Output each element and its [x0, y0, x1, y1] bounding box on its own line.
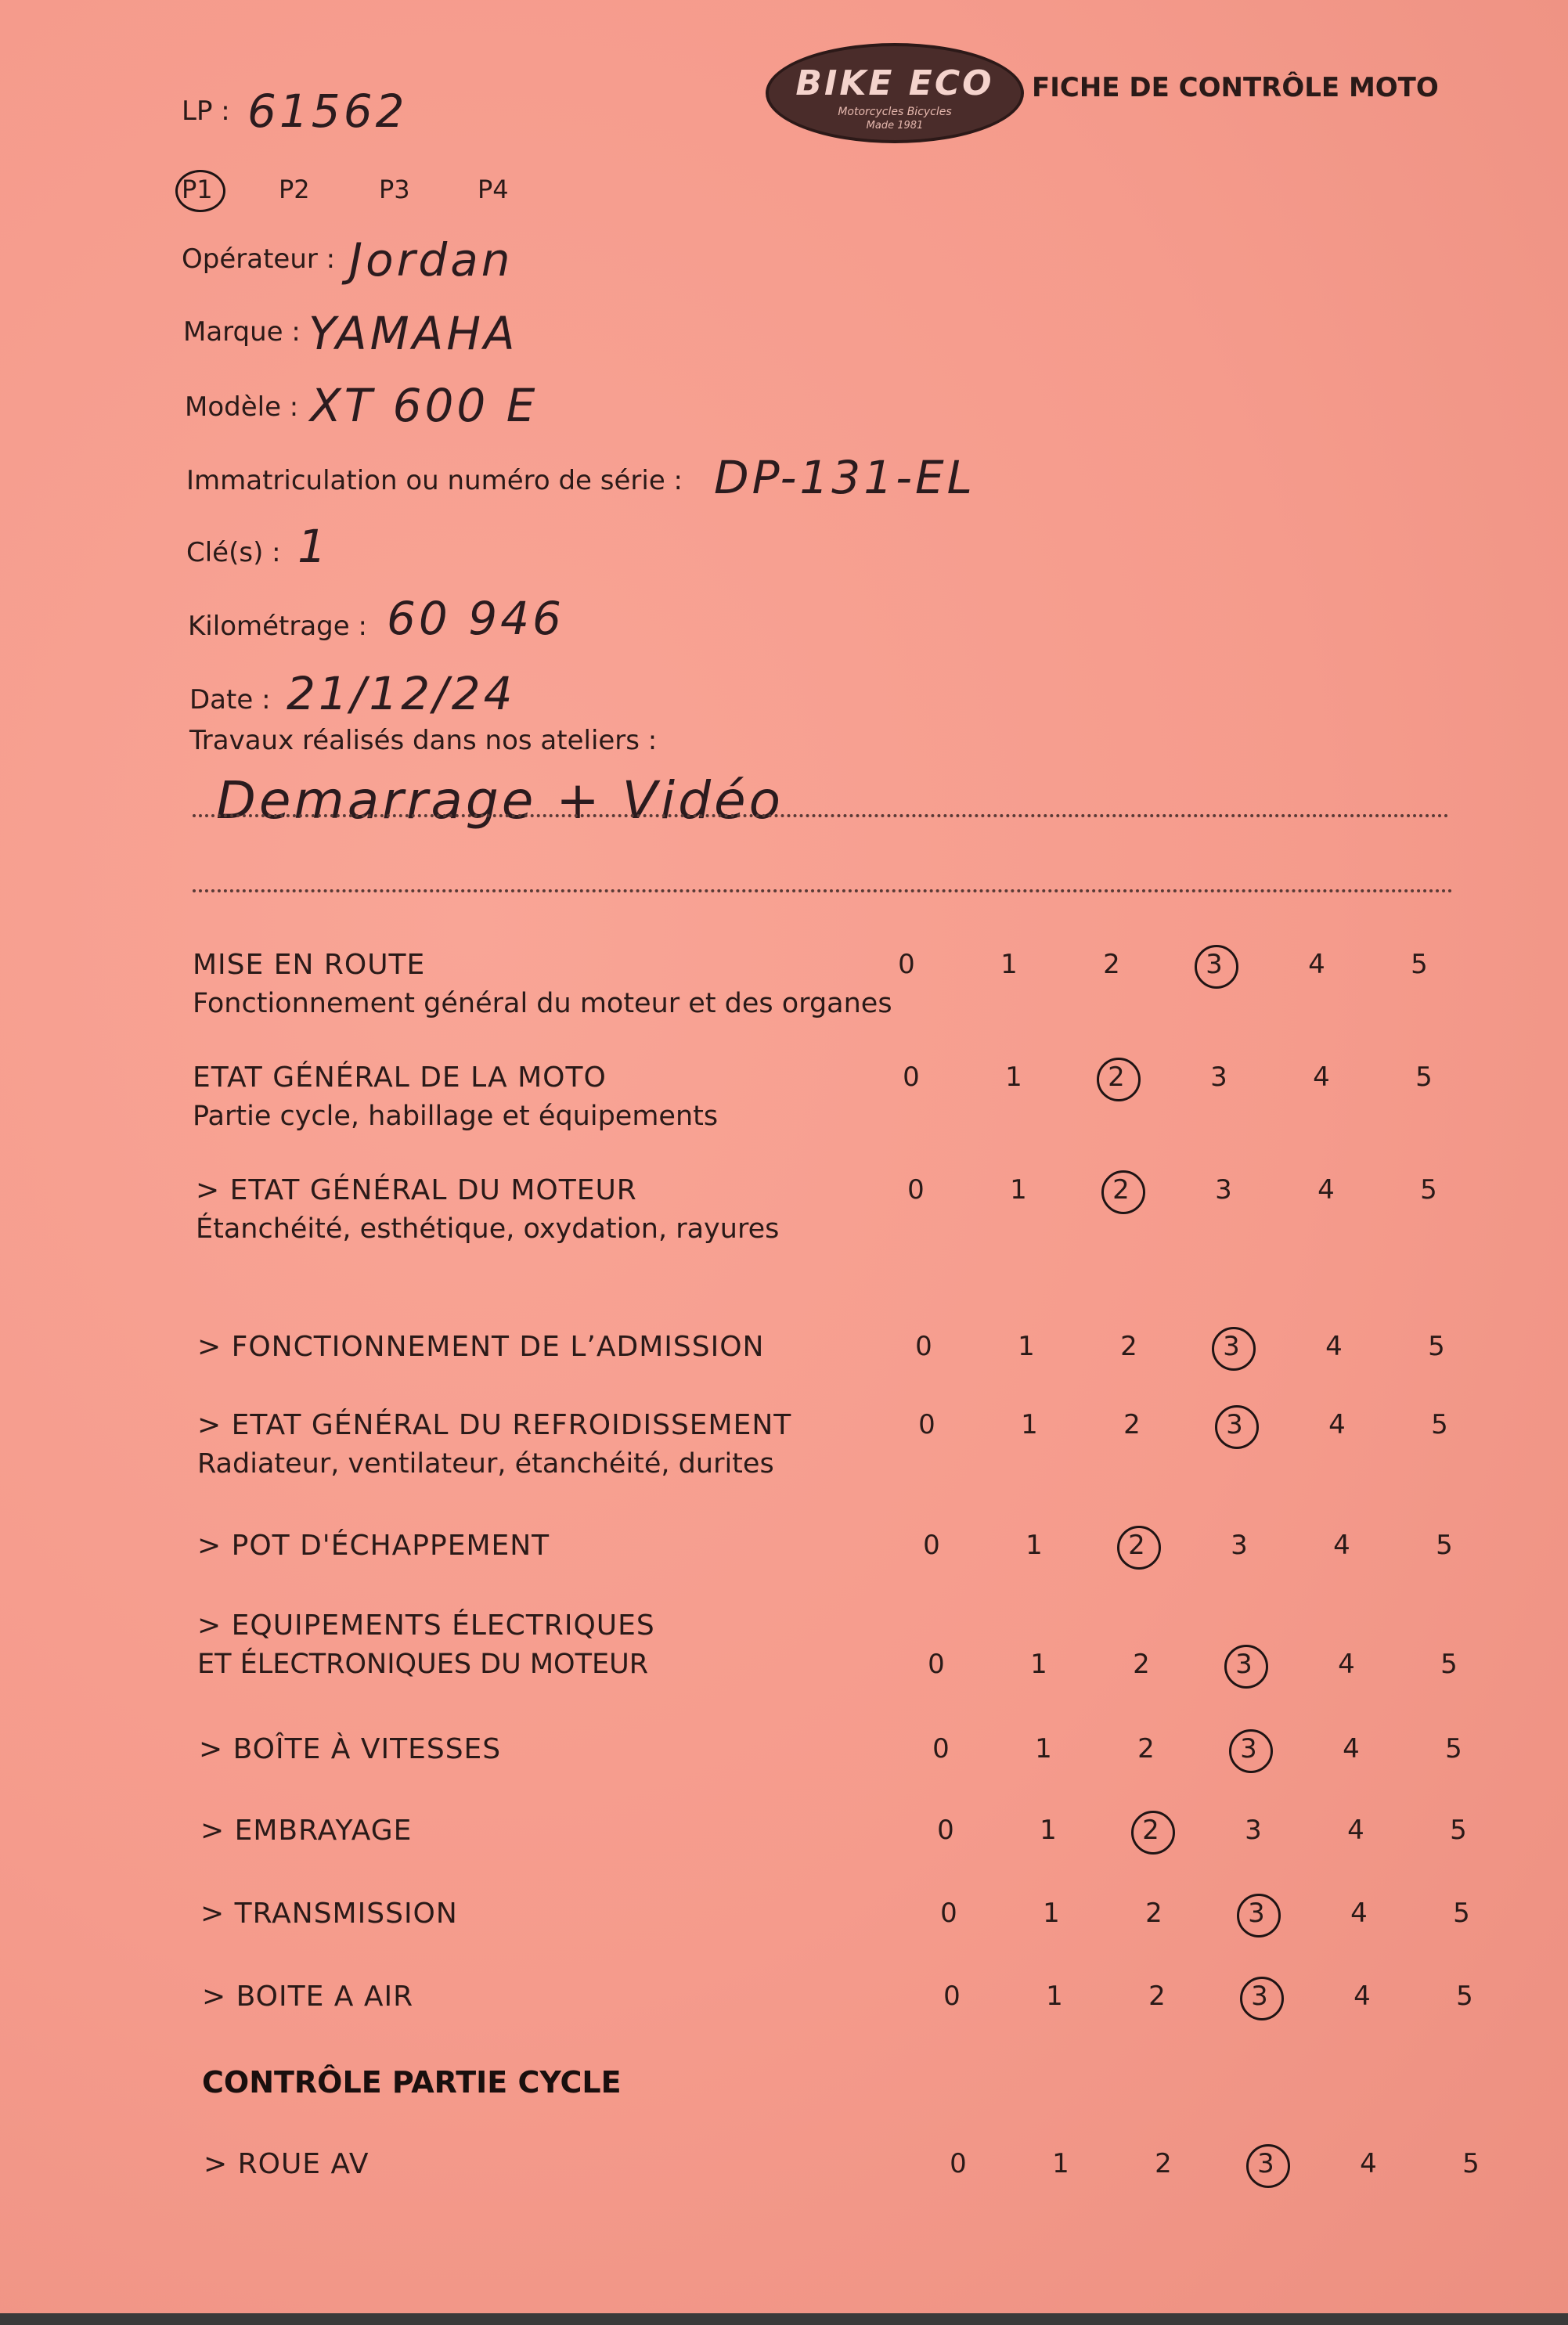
check-row-11-rating-5: 5	[1456, 1981, 1473, 2012]
check-row-8-rating-1: 1	[1035, 1733, 1052, 1764]
marque-label: Marque :	[183, 316, 301, 348]
check-row-7-rating-5: 5	[1440, 1649, 1458, 1680]
check-row-8-rating-2: 2	[1137, 1733, 1155, 1764]
check-row-6-rating-1: 1	[1026, 1530, 1043, 1561]
check-row-8-title: > BOÎTE À VITESSES	[199, 1733, 502, 1765]
check-row-9-rating-5: 5	[1450, 1815, 1467, 1846]
check-row-3-rating-4: 4	[1317, 1174, 1335, 1206]
check-row-5-title: > ETAT GÉNÉRAL DU REFROIDISSEMENT	[197, 1409, 792, 1441]
check-row-7-rating-0: 0	[928, 1649, 945, 1680]
check-row-1-rating-5: 5	[1411, 949, 1428, 980]
check-row-10-title: > TRANSMISSION	[200, 1898, 458, 1930]
marque-value: YAMAHA	[308, 307, 518, 360]
check-row-3-title: > ETAT GÉNÉRAL DU MOTEUR	[196, 1174, 637, 1206]
check-row-8-rating-5: 5	[1445, 1733, 1462, 1764]
date-label: Date :	[189, 684, 271, 716]
check-row-2-rating-1: 1	[1005, 1062, 1022, 1093]
lp-value: 61562	[247, 85, 408, 138]
check-row-1-rating-1: 1	[1000, 949, 1018, 980]
check-row-10-rating-1: 1	[1043, 1898, 1060, 1929]
check-row-7-title: > EQUIPEMENTS ÉLECTRIQUES	[197, 1609, 655, 1642]
check-row-5-rating-4: 4	[1328, 1409, 1346, 1440]
check-row-1-subtitle: Fonctionnement général du moteur et des organes	[193, 988, 892, 1019]
check-row-7-rating-2: 2	[1133, 1649, 1150, 1680]
logo-tagline: Motorcycles Bicycles	[838, 106, 952, 118]
check-row-11-rating-3: 3	[1236, 1981, 1283, 2012]
check-row-7-subtitle: ET ÉLECTRONIQUES DU MOTEUR	[197, 1649, 649, 1680]
check-row-9-rating-1: 1	[1040, 1815, 1057, 1846]
check-row-1-title: MISE EN ROUTE	[193, 949, 426, 981]
check-row-10-rating-4: 4	[1350, 1898, 1368, 1929]
position-p4: P4	[478, 175, 509, 204]
check-row-8-rating-0: 0	[932, 1733, 950, 1764]
form-title: FICHE DE CONTRÔLE MOTO	[1032, 72, 1439, 103]
check-row-4-rating-4: 4	[1325, 1331, 1343, 1362]
check-row-3-rating-0: 0	[907, 1174, 925, 1206]
position-p1: P1	[182, 175, 213, 204]
check-row-5-rating-3: 3	[1211, 1409, 1258, 1440]
operateur-value: Jordan	[349, 233, 514, 287]
travaux-label: Travaux réalisés dans nos ateliers :	[189, 725, 658, 756]
check-row-9-rating-2: 2	[1127, 1815, 1174, 1846]
kilometrage-label: Kilométrage :	[188, 611, 367, 642]
check-row-7-rating-4: 4	[1338, 1649, 1355, 1680]
check-row-2-subtitle: Partie cycle, habillage et équipements	[193, 1101, 719, 1132]
check-row-11-rating-1: 1	[1046, 1981, 1063, 2012]
check-row-10-rating-2: 2	[1145, 1898, 1162, 1929]
check-row-4-rating-2: 2	[1120, 1331, 1137, 1362]
check-row-3-rating-1: 1	[1010, 1174, 1027, 1206]
check-row-9-rating-4: 4	[1347, 1815, 1364, 1846]
check-row-8-rating-3: 3	[1225, 1733, 1272, 1764]
check-row-5-rating-2: 2	[1123, 1409, 1141, 1440]
check-row-11-rating-0: 0	[943, 1981, 961, 2012]
cycle-row-1-rating-5: 5	[1462, 2148, 1480, 2179]
cycle-row-1-rating-4: 4	[1360, 2148, 1377, 2179]
cles-value: 1	[297, 520, 330, 573]
check-row-5-rating-0: 0	[918, 1409, 935, 1440]
cycle-row-1-title: > ROUE AV	[204, 2148, 369, 2180]
check-row-7-rating-3: 3	[1220, 1649, 1267, 1680]
check-row-6-rating-3: 3	[1231, 1530, 1248, 1561]
operateur-label: Opérateur :	[182, 243, 336, 275]
check-row-7-rating-1: 1	[1030, 1649, 1047, 1680]
travaux-value: Demarrage + Vidéo	[216, 770, 784, 831]
travaux-line-1	[193, 814, 1449, 817]
check-row-3-subtitle: Étanchéité, esthétique, oxydation, rayures	[196, 1213, 780, 1245]
check-row-5-subtitle: Radiateur, ventilateur, étanchéité, durites	[197, 1448, 774, 1480]
check-row-2-rating-5: 5	[1415, 1062, 1433, 1093]
check-row-6-rating-5: 5	[1436, 1530, 1453, 1561]
check-row-5-rating-5: 5	[1431, 1409, 1448, 1440]
check-row-4-rating-1: 1	[1018, 1331, 1035, 1362]
check-row-9-rating-3: 3	[1245, 1815, 1262, 1846]
check-row-4-title: > FONCTIONNEMENT DE L’ADMISSION	[197, 1331, 765, 1363]
cycle-row-1-rating-2: 2	[1155, 2148, 1172, 2179]
position-p2: P2	[279, 175, 310, 204]
immatriculation-value: DP-131-EL	[714, 451, 975, 504]
modele-value: XT 600 E	[310, 379, 539, 432]
cycle-row-1-rating-1: 1	[1052, 2148, 1069, 2179]
date-value: 21/12/24	[287, 667, 516, 720]
check-row-1-rating-4: 4	[1308, 949, 1325, 980]
bike-eco-logo	[766, 43, 1024, 143]
section-partie-cycle-title: CONTRÔLE PARTIE CYCLE	[202, 2065, 622, 2100]
check-row-3-rating-5: 5	[1420, 1174, 1437, 1206]
check-row-1-rating-0: 0	[898, 949, 915, 980]
check-row-4-rating-3: 3	[1208, 1331, 1255, 1362]
check-row-3-rating-2: 2	[1098, 1174, 1144, 1206]
cycle-row-1-rating-0: 0	[950, 2148, 967, 2179]
cles-label: Clé(s) :	[186, 537, 281, 568]
check-row-1-rating-3: 3	[1191, 949, 1238, 980]
check-row-8-rating-4: 4	[1343, 1733, 1360, 1764]
check-row-11-rating-4: 4	[1354, 1981, 1371, 2012]
check-row-2-title: ETAT GÉNÉRAL DE LA MOTO	[193, 1062, 607, 1094]
check-row-6-rating-4: 4	[1333, 1530, 1350, 1561]
lp-label: LP :	[182, 96, 230, 127]
modele-label: Modèle :	[185, 391, 299, 423]
travaux-line-2	[193, 889, 1453, 892]
check-row-10-rating-5: 5	[1453, 1898, 1470, 1929]
check-row-10-rating-0: 0	[940, 1898, 957, 1929]
check-row-4-rating-5: 5	[1428, 1331, 1445, 1362]
check-row-2-rating-2: 2	[1093, 1062, 1140, 1093]
check-row-2-rating-0: 0	[903, 1062, 920, 1093]
position-p3: P3	[379, 175, 410, 204]
cycle-row-1-rating-3: 3	[1242, 2148, 1289, 2179]
kilometrage-value: 60 946	[387, 592, 564, 645]
logo-tagline-2: Made 1981	[866, 120, 924, 132]
check-row-1-rating-2: 2	[1103, 949, 1120, 980]
check-row-2-rating-4: 4	[1313, 1062, 1330, 1093]
check-row-4-rating-0: 0	[915, 1331, 932, 1362]
check-row-5-rating-1: 1	[1021, 1409, 1038, 1440]
check-row-9-title: > EMBRAYAGE	[200, 1815, 413, 1847]
check-row-10-rating-3: 3	[1233, 1898, 1280, 1929]
logo-text: BIKE ECO	[795, 63, 994, 103]
check-row-2-rating-3: 3	[1210, 1062, 1227, 1093]
check-row-6-rating-0: 0	[923, 1530, 940, 1561]
check-row-9-rating-0: 0	[937, 1815, 954, 1846]
check-row-6-rating-2: 2	[1113, 1530, 1160, 1561]
check-row-11-title: > BOITE A AIR	[202, 1981, 414, 2013]
check-row-11-rating-2: 2	[1148, 1981, 1166, 2012]
check-row-6-title: > POT D'ÉCHAPPEMENT	[197, 1530, 550, 1562]
immatriculation-label: Immatriculation ou numéro de série :	[186, 465, 683, 496]
check-row-3-rating-3: 3	[1215, 1174, 1232, 1206]
